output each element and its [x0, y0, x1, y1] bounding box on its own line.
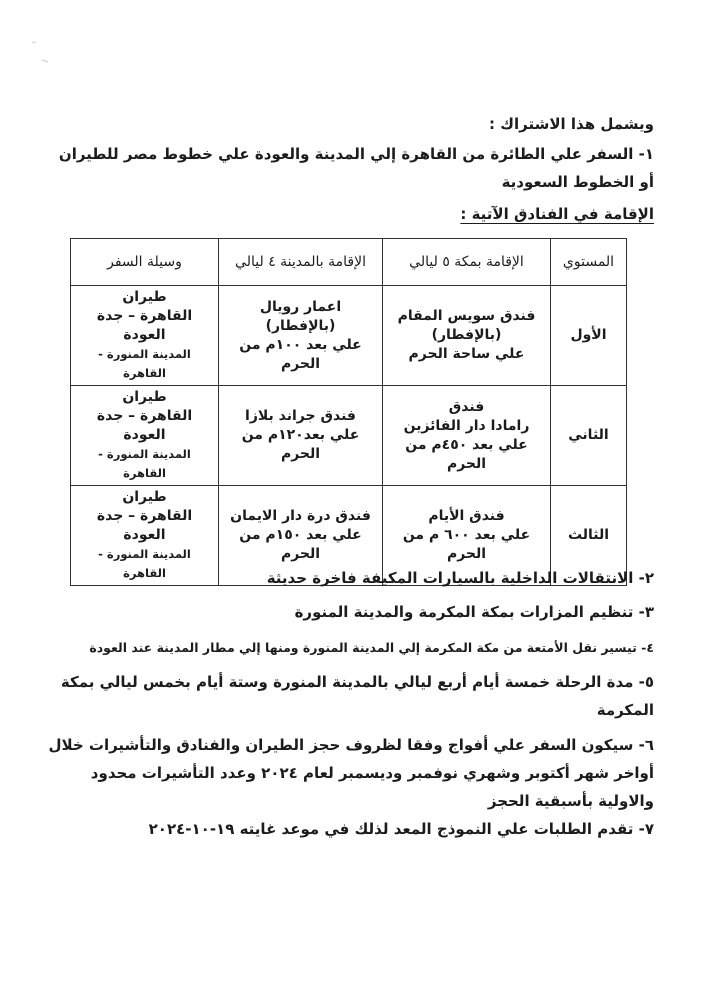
- item-4: ٤- تيسير نقل الأمتعة من مكة المكرمة إلي المدينة المنورة ومنها إلي مطار المدينة عند العودة: [89, 640, 654, 655]
- mecca-hotel-name: فندق الأيام: [428, 508, 505, 524]
- header-travel-mode: وسيلة السفر: [71, 239, 219, 286]
- item-2: ٢- الانتقالات الداخلية بالسيارات المكيفة فاخرة حديثة: [266, 569, 654, 587]
- travel-return-label: العودة: [123, 527, 166, 543]
- travel-mode: طيران: [122, 489, 167, 505]
- intro-text: ويشمل هذا الاشتراك :: [489, 115, 654, 133]
- travel-outbound: القاهرة – جدة: [96, 508, 193, 524]
- item-3: ٣- تنظيم المزارات بمكة المكرمة والمدينة المنورة: [294, 603, 654, 621]
- travel-outbound: القاهرة – جدة: [96, 408, 193, 424]
- medina-hotel-cell: [219, 386, 383, 486]
- medina-distance: علي بعد ١٠٠م من: [239, 336, 362, 353]
- item-6-line-1: ٦- سيكون السفر علي أفواج وفقا لظروف حجز الطيران والفنادق والتأشيرات خلال: [48, 736, 654, 754]
- travel-return: المدينة المنورة - القاهرة: [98, 547, 191, 580]
- travel-return: المدينة المنورة - القاهرة: [98, 447, 191, 480]
- mecca-hotel-name-cont: رامادا دار الفائزين: [403, 417, 530, 434]
- table-row: [71, 386, 627, 486]
- travel-outbound: القاهرة – جدة: [96, 308, 193, 324]
- table-header-row: [71, 239, 627, 286]
- hotels-table: [70, 238, 627, 586]
- header-level: المستوي: [551, 239, 627, 286]
- item-1-line-2: أو الخطوط السعودية: [501, 173, 654, 191]
- mecca-meal-plan: (بالإفطار): [431, 327, 502, 343]
- item-6-line-3: والاولية بأسبقية الحجز: [487, 792, 654, 810]
- medina-distance-cont: الحرم: [280, 546, 321, 562]
- medina-hotel-cell: [219, 286, 383, 386]
- hotels-heading: الإقامة في الفنادق الآتية :: [460, 205, 654, 223]
- mecca-hotel-name: فندق سويس المقام: [397, 308, 536, 324]
- header-medina-stay: الإقامة بالمدينة ٤ ليالي: [219, 239, 383, 286]
- travel-mode: طيران: [122, 289, 167, 305]
- travel-mode: طيران: [122, 389, 167, 405]
- travel-cell: [71, 486, 219, 586]
- mecca-distance: علي ساحة الحرم: [408, 346, 525, 362]
- mecca-distance: علي بعد ٦٠٠ م من الحرم: [402, 527, 531, 562]
- mecca-hotel-cell: [383, 286, 551, 386]
- medina-hotel-name: فندق جراند بلازا: [245, 408, 356, 424]
- travel-return-label: العودة: [123, 327, 166, 343]
- level-cell: الثاني: [551, 386, 627, 486]
- item-7: ٧- تقدم الطلبات علي النموذج المعد لذلك في موعد غايته ١٩-١٠-٢٠٢٤: [148, 820, 654, 838]
- mecca-hotel-name: فندق: [448, 398, 485, 415]
- travel-return: المدينة المنورة - القاهرة: [98, 347, 191, 380]
- item-1-line-1: ١- السفر علي الطائرة من القاهرة إلي المدينة والعودة علي خطوط مصر للطيران: [58, 145, 654, 163]
- table-row: [71, 286, 627, 386]
- item-5-line-1: ٥- مدة الرحلة خمسة أيام أربع ليالي بالمدينة المنورة وستة أيام بخمس ليالي بمكة: [60, 673, 654, 691]
- level-cell: الأول: [551, 286, 627, 386]
- medina-distance: علي بعد١٢٠م من الحرم: [241, 427, 360, 462]
- item-5-line-2: المكرمة: [596, 701, 654, 719]
- level-cell: الثالث: [551, 486, 627, 586]
- item-6-line-2: أواخر شهر أكتوبر وشهري نوفمبر وديسمبر لعام ٢٠٢٤ وعدد التأشيرات محدود: [90, 764, 654, 782]
- medina-hotel-name: اعمار رويال: [259, 298, 342, 315]
- mecca-hotel-cell: [383, 386, 551, 486]
- medina-meal-plan: (بالإفطار): [265, 317, 336, 334]
- medina-hotel-name: فندق درة دار الايمان: [230, 508, 371, 524]
- medina-distance: علي بعد ١٥٠م من: [239, 527, 362, 543]
- travel-return-label: العودة: [123, 427, 166, 443]
- travel-cell: [71, 286, 219, 386]
- scan-specks-decoration: [30, 40, 90, 80]
- travel-cell: [71, 386, 219, 486]
- header-mecca-stay: الإقامة بمكة ٥ ليالي: [383, 239, 551, 286]
- medina-distance-cont: الحرم: [280, 355, 321, 372]
- mecca-distance: علي بعد ٤٥٠م من الحرم: [405, 436, 528, 472]
